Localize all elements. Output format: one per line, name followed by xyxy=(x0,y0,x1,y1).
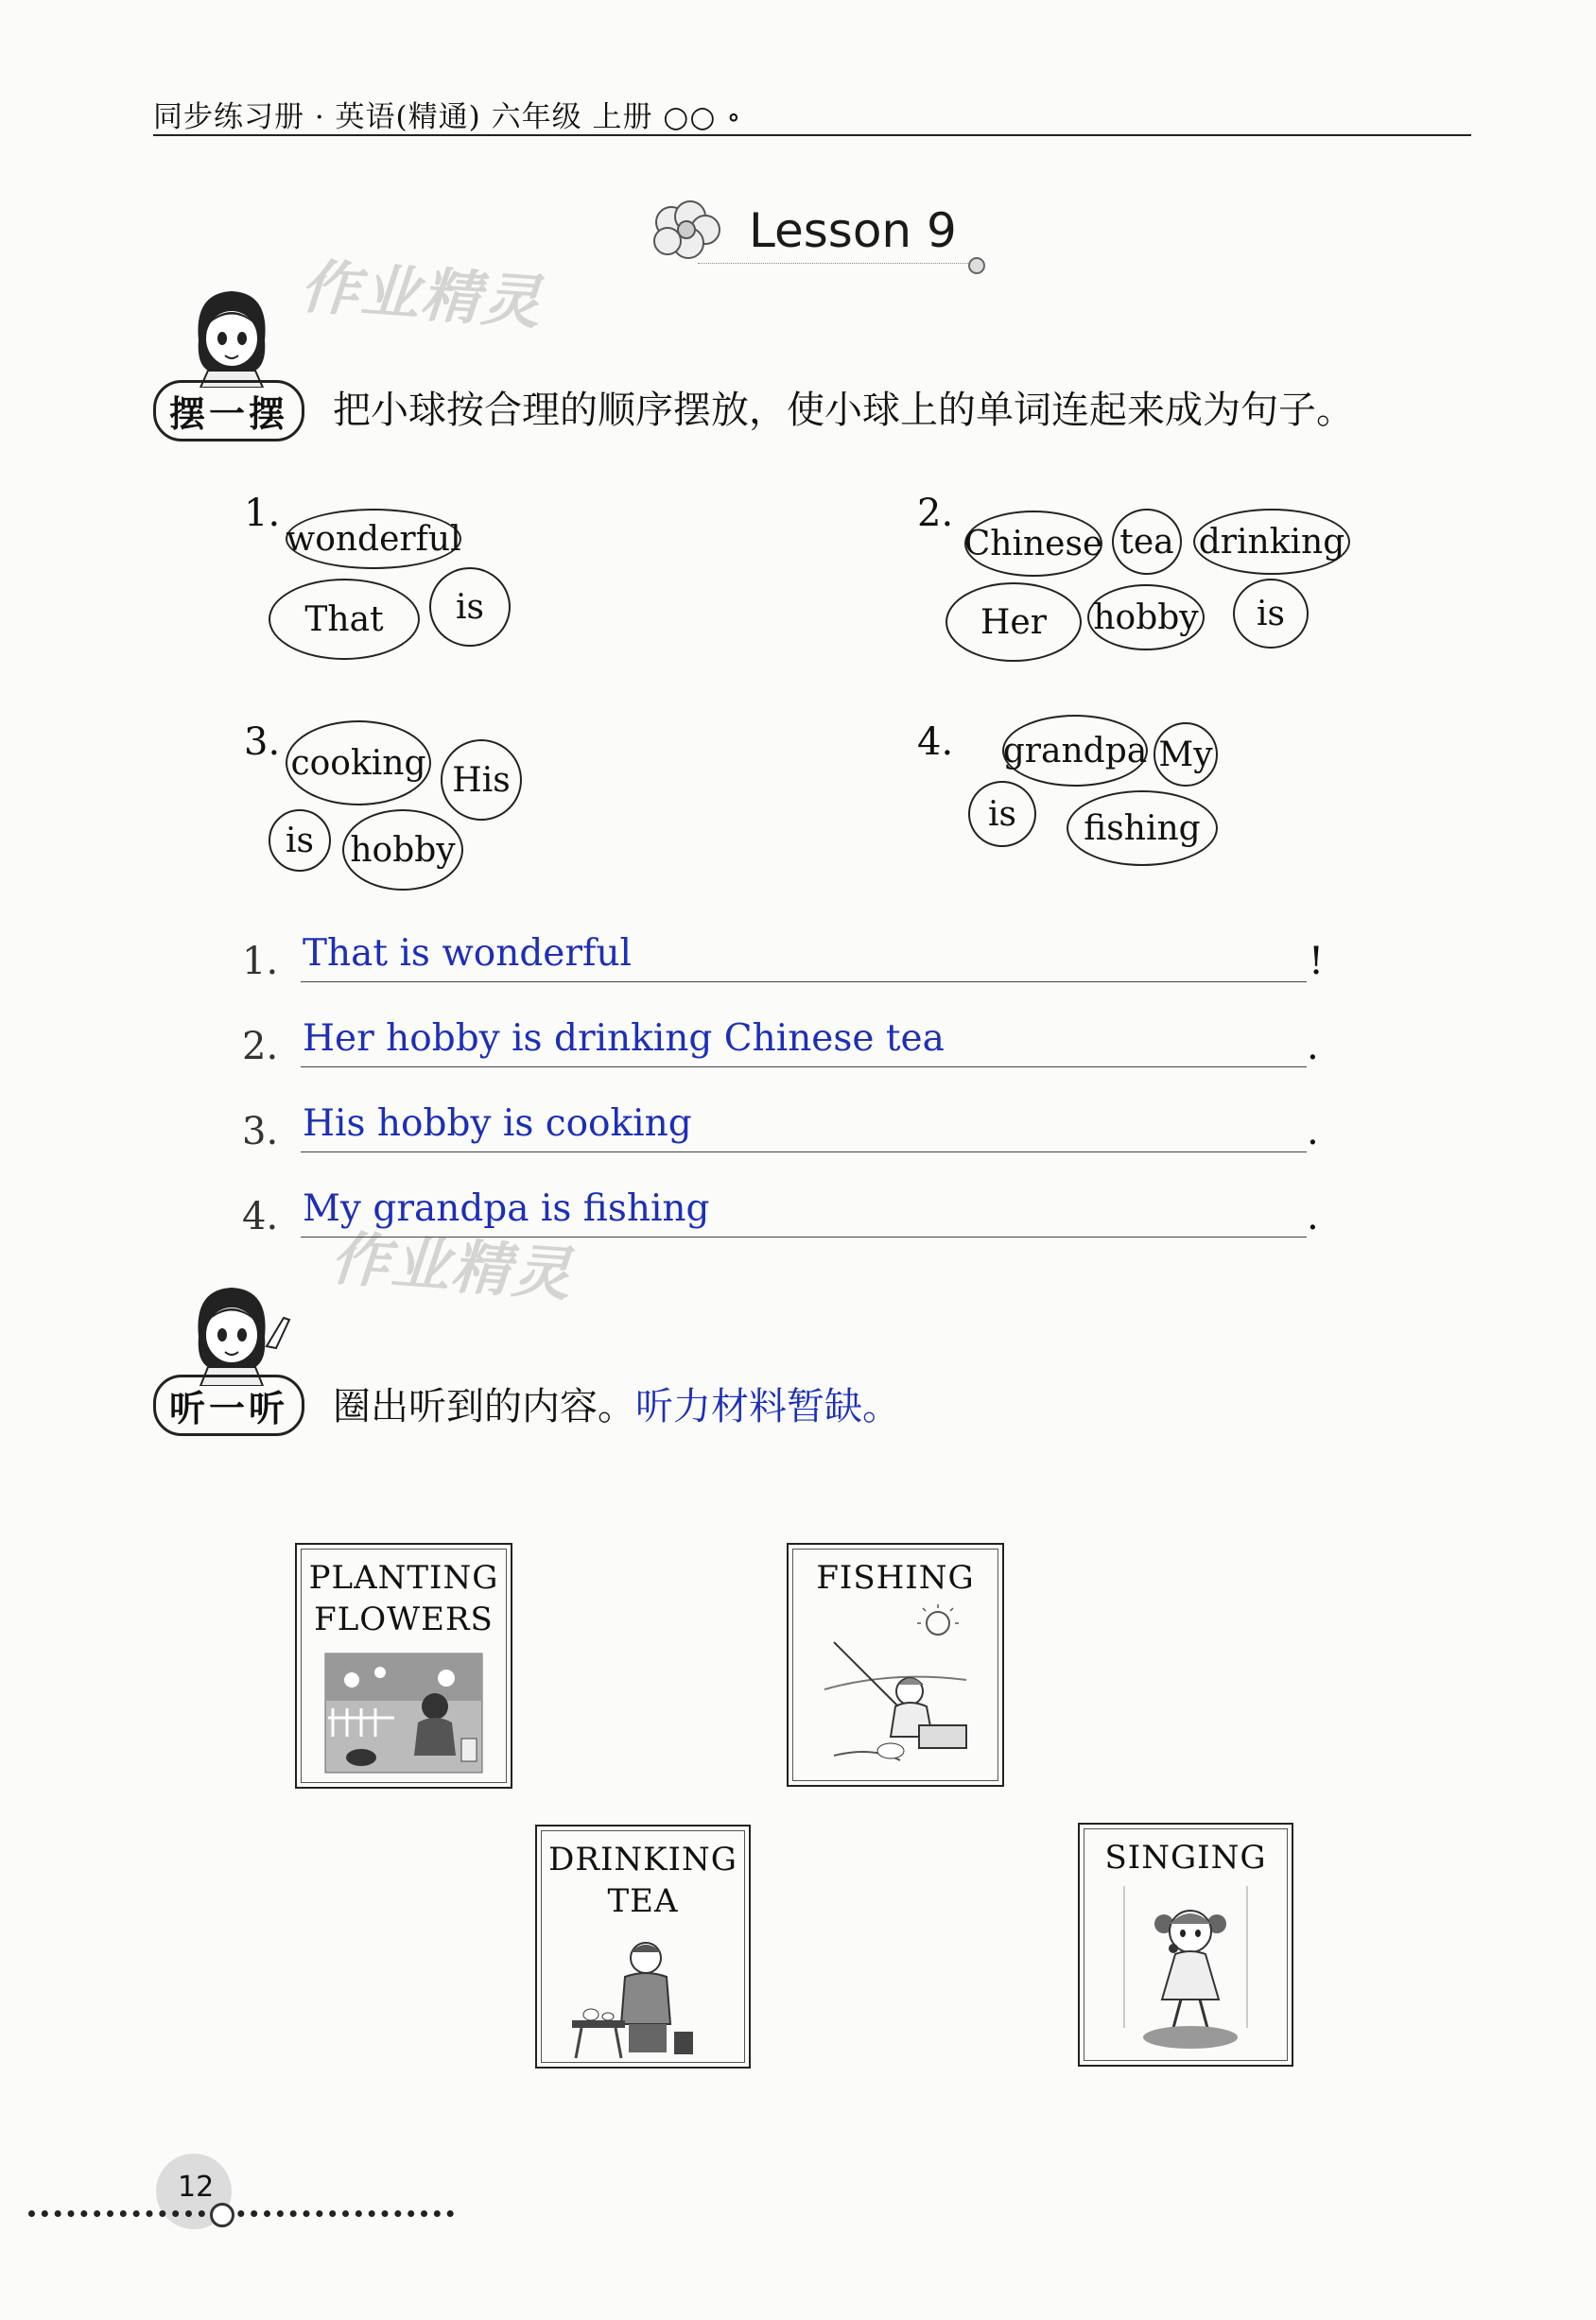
word-bubble[interactable]: drinking xyxy=(1193,509,1350,575)
answer-text-2[interactable]: Her hobby is drinking Chinese tea xyxy=(303,1017,945,1060)
group-number-2: 2. xyxy=(917,492,954,535)
answer-punct-4: . xyxy=(1307,1195,1319,1238)
card-label-line1: DRINKING xyxy=(548,1841,737,1879)
word-bubble[interactable]: Chinese xyxy=(964,511,1102,577)
watermark-top: 作业精灵 xyxy=(298,251,545,338)
word-bubble[interactable]: is xyxy=(1233,579,1309,649)
footer-dot xyxy=(210,2203,234,2227)
picture-card-singing[interactable] xyxy=(1078,1823,1293,2067)
word-bubble[interactable]: My xyxy=(1154,722,1218,787)
answer-text-3[interactable]: His hobby is cooking xyxy=(303,1102,692,1145)
card-label-line1: PLANTING xyxy=(308,1559,499,1597)
word-bubble[interactable]: cooking xyxy=(286,720,431,805)
group-number-4: 4. xyxy=(917,720,954,764)
picture-card-planting-flowers[interactable] xyxy=(295,1543,512,1789)
group-number-1: 1. xyxy=(244,492,281,535)
title-dot xyxy=(968,257,985,274)
header-rule xyxy=(153,134,1471,136)
word-bubble[interactable]: is xyxy=(968,781,1036,847)
drinking-tea-picture-icon xyxy=(563,1930,723,2062)
word-bubble[interactable]: hobby xyxy=(342,809,463,891)
group-number-3: 3. xyxy=(244,720,281,764)
answer-text-1[interactable]: That is wonderful xyxy=(303,932,633,975)
section2-instruction-text: 圈出听到的内容。 xyxy=(333,1385,635,1428)
fishing-picture-icon xyxy=(815,1604,976,1775)
title-underline xyxy=(698,263,972,264)
singing-picture-icon xyxy=(1105,1886,1266,2062)
word-bubble[interactable]: is xyxy=(429,567,511,647)
section2-note: 听力材料暂缺。 xyxy=(635,1385,900,1428)
answer-number-1: 1. xyxy=(242,940,279,983)
answer-punct-1: ! xyxy=(1309,940,1325,983)
section1-instruction: 把小球按合理的顺序摆放，使小球上的单词连起来成为句子。 xyxy=(333,389,1354,432)
word-bubble[interactable]: is xyxy=(269,809,331,872)
book-header-title: 同步练习册 · 英语(精通) 六年级 上册 ○○ ∘ xyxy=(153,100,742,134)
word-bubble[interactable]: Her xyxy=(945,582,1082,662)
cloud-flower-icon xyxy=(643,194,737,269)
picture-card-drinking-tea[interactable] xyxy=(535,1825,751,2069)
word-bubble[interactable]: fishing xyxy=(1067,790,1218,866)
answer-number-2: 2. xyxy=(242,1025,279,1068)
card-label-line1: FISHING xyxy=(816,1559,975,1597)
word-bubble[interactable]: His xyxy=(441,739,522,821)
footer-dotted-line xyxy=(28,2210,454,2217)
answer-number-4: 4. xyxy=(242,1195,279,1238)
word-bubble[interactable]: tea xyxy=(1112,509,1182,575)
section-badge-arrange: 摆一摆 xyxy=(153,380,304,441)
girl-pointing-icon xyxy=(180,1280,303,1386)
planting-flowers-picture-icon xyxy=(323,1652,484,1775)
card-label-line1: SINGING xyxy=(1104,1839,1267,1877)
word-bubble[interactable]: grandpa xyxy=(1002,715,1148,787)
word-bubble[interactable]: That xyxy=(269,579,420,660)
card-label-line2: TEA xyxy=(607,1882,679,1920)
section2-instruction xyxy=(333,1376,900,1430)
watermark-middle: 作业精灵 xyxy=(328,1223,575,1309)
answer-punct-3: . xyxy=(1307,1110,1319,1153)
picture-card-fishing[interactable] xyxy=(787,1543,1004,1787)
word-bubble[interactable]: hobby xyxy=(1087,584,1205,650)
girl-character-icon xyxy=(180,284,284,388)
card-label-line2: FLOWERS xyxy=(314,1601,494,1638)
answer-number-3: 3. xyxy=(242,1110,279,1153)
page-number: 12 xyxy=(178,2171,215,2204)
word-bubble[interactable]: wonderful xyxy=(286,509,461,569)
section-badge-listen: 听一听 xyxy=(153,1375,304,1436)
answer-punct-2: . xyxy=(1307,1025,1319,1068)
lesson-title: Lesson 9 xyxy=(749,203,957,258)
answer-text-4[interactable]: My grandpa is fishing xyxy=(303,1187,710,1230)
